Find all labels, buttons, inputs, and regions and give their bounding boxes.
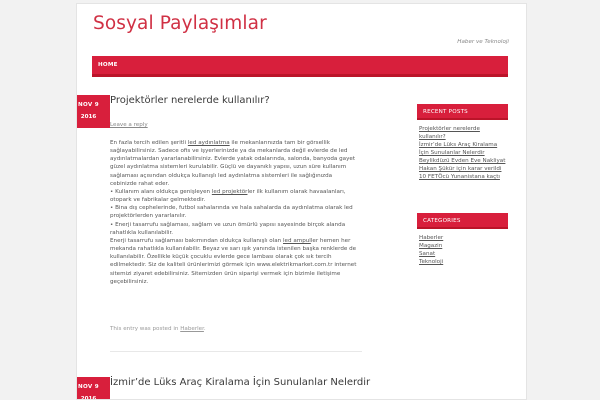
recent-posts-list bbox=[417, 120, 508, 181]
recent-post-link[interactable] bbox=[419, 125, 508, 141]
category-link-label: Magazin bbox=[419, 243, 443, 250]
post-date-year: 2016 bbox=[80, 114, 97, 120]
categories-list bbox=[417, 229, 508, 266]
post-text: • Enerji tasarrufu sağlaması, sağlam ve uzun ömürlü yapısı sayesinde birçok alanda rahatlıkla kullanılabilir. bbox=[110, 221, 346, 236]
category-link[interactable] bbox=[419, 250, 508, 258]
post-category-link[interactable]: Haberler bbox=[180, 326, 204, 332]
category-link[interactable] bbox=[419, 234, 508, 242]
post-divider bbox=[110, 351, 362, 352]
post-date-month: NOV 9 bbox=[78, 384, 99, 390]
categories-widget bbox=[417, 213, 508, 266]
recent-posts-heading: RECENT POSTS bbox=[417, 104, 508, 120]
post-text: • Kullanım alanı oldukça genişleyen bbox=[110, 188, 212, 195]
post-title[interactable]: İzmir’de Lüks Araç Kiralama İçin Sunulanlar Nelerdir bbox=[110, 377, 371, 388]
nav-item-home[interactable]: HOME bbox=[98, 62, 118, 68]
category-link[interactable] bbox=[419, 242, 508, 250]
post-date-badge bbox=[76, 95, 110, 128]
recent-post-link[interactable] bbox=[419, 141, 508, 157]
post-meta bbox=[110, 326, 206, 332]
post-inline-link[interactable]: led projektör bbox=[211, 188, 248, 195]
category-link-label: Teknoloji bbox=[419, 259, 444, 266]
post-title[interactable]: Projektörler nerelerde kullanılır? bbox=[110, 95, 270, 106]
category-link-label: Haberler bbox=[419, 235, 444, 241]
post-content bbox=[110, 139, 358, 286]
post-text: En fazla tercih edilen şeritli bbox=[110, 140, 188, 146]
recent-post-link[interactable] bbox=[419, 165, 508, 173]
page-container bbox=[76, 3, 527, 400]
post-date-badge bbox=[76, 377, 110, 400]
post-text: ile mekanlarınızda tam bir görsellik sağlayabilirsiniz. Sadece ofis ve işyerlerinizde ya da mekanlarda değil evlerde de led aydınlatmalardan yararlanabilirsiniz. Evlerde yatak odalarında, salonda, banyoda gayet güzel aydınlatma sistemleri kurulabilir. Güçlü ve dayanıklı yapısı, uzun süre kullanım sağlaması açısından oldukça kullanışlı led aydınlatma sistemleri ile sağlığınızda cebinizde rahat eder. bbox=[110, 140, 356, 187]
recent-post-link-label: Beylikdüzü Evden Eve Nakliyat bbox=[419, 158, 506, 165]
category-link-label: Sanat bbox=[419, 251, 436, 258]
post-text: ler ilk kullanım olarak havaalanları, otopark ve fabrikalar gelmektedir. bbox=[110, 188, 346, 204]
recent-post-link-label: İzmir’de Lüks Araç Kiralama İçin Sunulanlar Nelerdir bbox=[419, 142, 498, 157]
recent-posts-widget bbox=[417, 104, 508, 181]
post-text: • Bina dış cephelerinde, futbol sahalarında ve hala sahalarda da aydınlatma olarak led projektörlerden yararlanılır. bbox=[110, 205, 353, 220]
post-meta-prefix: This entry was posted in bbox=[110, 326, 181, 332]
post-inline-link[interactable]: led aydınlatma bbox=[187, 140, 230, 146]
recent-post-link[interactable] bbox=[419, 173, 508, 181]
recent-post-link-label: Hakan Şükür için karar verildi bbox=[419, 166, 502, 173]
post-date-year: 2016 bbox=[80, 396, 97, 400]
post-inline-link[interactable]: led ampul bbox=[283, 237, 311, 244]
category-link[interactable] bbox=[419, 258, 508, 266]
leave-reply-link[interactable]: Leave a reply bbox=[110, 122, 148, 128]
recent-post-link[interactable] bbox=[419, 157, 508, 165]
categories-heading: CATEGORIES bbox=[417, 213, 508, 229]
site-title[interactable]: Sosyal Paylaşımlar bbox=[93, 13, 267, 34]
post-date-month: NOV 9 bbox=[78, 102, 99, 108]
post-text: ler hemen her mekanda rahatlıkla kullanılabilir. Beyaz ve sarı ışık yanında istenilen başka renklerde de kullanılabilir. Özellikle küçük çocuklu evlerde gece lambası olarak çok sık tercih edilmektedir. Siz de kaliteli ürünlerimizi görmek için www.elektrikmarket.com.tr internet sitemizi ziyaret edebilirsiniz. Sitemizden ürün siparişi vermek için bizimle iletişime geçebilirsiniz. bbox=[110, 237, 357, 285]
recent-post-link-label: Projektörler nerelerde kullanılır? bbox=[419, 126, 480, 141]
post-meta-suffix: . bbox=[203, 326, 206, 332]
post-text: Enerji tasarrufu sağlaması bakımından oldukça kullanışlı olan bbox=[110, 237, 283, 244]
main-navigation bbox=[92, 56, 508, 77]
site-tagline: Haber ve Teknoloji bbox=[457, 39, 509, 45]
recent-post-link-label: 10 FETÖcü Yunanistana kaçtı bbox=[419, 174, 500, 181]
